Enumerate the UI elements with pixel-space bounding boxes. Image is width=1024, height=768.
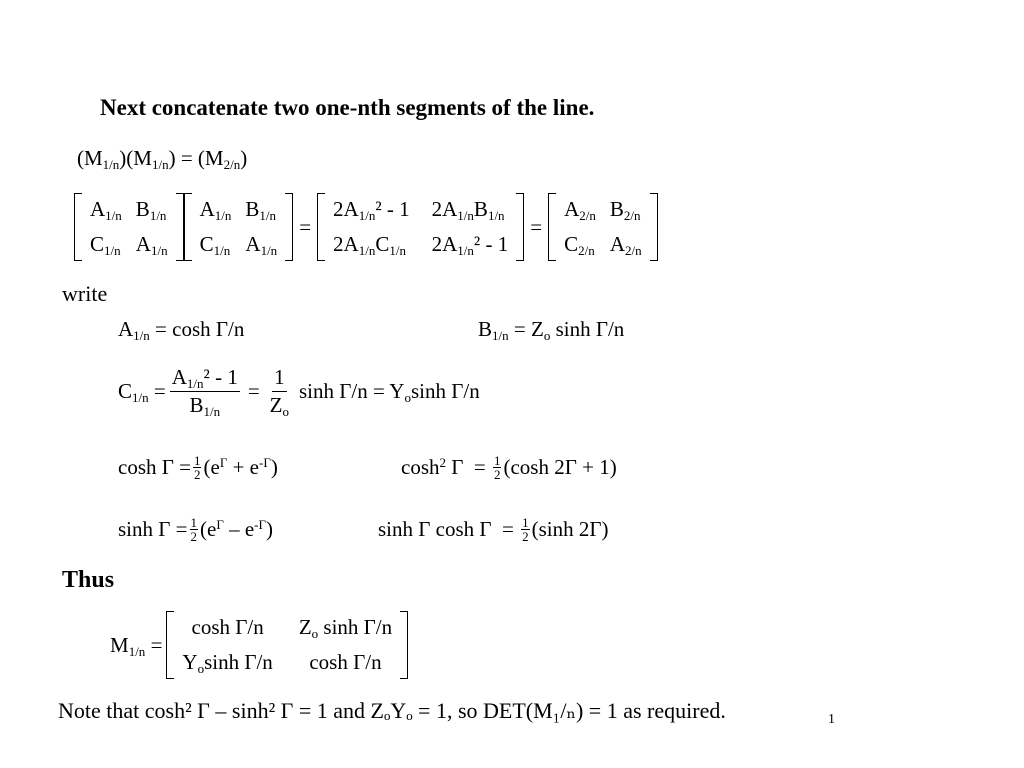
matrix-cell: $B_{2/n}$ [609,197,641,223]
matrix-product-result [317,193,524,261]
matrix-cell: $A_{1/n}$ [245,232,278,258]
equals-sign: = [530,214,543,239]
half-fraction: $\frac{1}{2}$ [193,453,201,482]
page-number: 1 [828,712,835,727]
left-bracket [317,193,325,261]
matrix-cell: cosh Γ/n [309,650,382,674]
left-bracket [548,193,556,261]
half-fraction: $\frac{1}{2}$ [522,515,529,544]
left-bracket [166,611,174,679]
transfer-matrix-definition: $M_{1/n}$ = cosh Γ/n $Z_o$ sinh Γ/n $Y_o\sinh$ Γ/n cosh Γ/n [110,611,408,679]
matrix-m1n-left [74,193,184,261]
definition-a: $A_{1/n} = \cosh \Gamma/n$ [118,317,245,343]
matrix-cell: $A_{2/n}$ [564,197,596,223]
definition-a-rhs: = cosh Γ/n [155,317,245,341]
matrix-cell: $2A_{1/n}^2 - 1$ [333,197,410,223]
left-bracket [74,193,82,261]
right-bracket [516,193,524,261]
right-bracket [285,193,293,261]
matrix-cell: $C_{1/n}$ [90,232,121,258]
subscript: 1/n [151,157,169,172]
eq1-part: ) = (M [168,146,224,170]
matrix-cell: $Z_o$ sinh Γ/n [298,615,393,641]
matrix-cell: $B_{1/n}$ [135,197,167,223]
subscript: 2/n [223,157,241,172]
fraction: $\frac{1}{Z_o}$ [269,365,289,420]
sinh-identity: sinh Γ = $\frac{1}{2}$ $(e^\Gamma - e^{-\Gamma})$ [118,515,274,544]
matrix-cell: $2A_{1/n}C_{1/n}$ [333,232,406,258]
matrix-cell: $2A_{1/n}^2 - 1$ [431,232,509,258]
eq1-part: ) [240,146,248,170]
left-bracket [184,193,192,261]
thus-label: Thus [62,567,115,593]
cosh-squared-identity: $\cosh^2 \Gamma$ = $\frac{1}{2}$ (cosh 2Γ + 1) [401,453,617,482]
matrix-cell: $Y_o\sinh$ Γ/n [182,650,273,676]
matrix-cell: $2A_{1/n}B_{1/n}$ [431,197,505,223]
slide-heading: Next concatenate two one-nth segments of the line. [100,95,595,120]
half-fraction: $\frac{1}{2}$ [190,515,197,544]
matrix-m2n [548,193,658,261]
matrix-cell: $C_{2/n}$ [564,232,595,258]
write-label: write [62,281,108,306]
right-bracket [400,611,408,679]
concatenation-equation [77,146,247,171]
matrix-product-equation [74,193,658,261]
note-text: Note that cosh² Γ – sinh² Γ = 1 and ZₒYₒ = 1, so DET(M₁/ₙ) = 1 as required. [58,698,726,723]
subscript: 1/n [102,157,120,172]
right-bracket [650,193,658,261]
matrix-cell: $A_{1/n}$ [135,232,168,258]
matrix-cell: cosh Γ/n [191,615,264,639]
cosh-identity: cosh Γ = $\frac{1}{2}$ $(e^\Gamma + e^{-\Gamma})$ [118,453,278,482]
right-bracket [176,193,184,261]
matrix-cell: $C_{1/n}$ [199,232,231,258]
sinh-cosh-identity: sinh Γ cosh Γ = $\frac{1}{2}$ (sinh 2Γ) [378,515,609,544]
eq1-part: (M [77,146,103,170]
matrix-cell: $B_{1/n}$ [245,197,277,223]
matrix-cell: $A_{1/n}$ [199,197,232,223]
definition-b: $B_{1/n} = Z_o$ sinh Γ/n [478,317,625,343]
matrix-m1n-right [184,193,294,261]
matrix-cell: $A_{1/n}$ [90,197,122,223]
equals-sign: = [299,214,312,239]
matrix-cell: $A_{2/n}$ [609,232,642,258]
definition-c: $C_{1/n}$ = $\frac{A_{1/n}^2 - 1}{B_{1/n}}$ = $\frac{1}{Z_o}$ $\sinh \Gamma/n = Y_o\sinh$ Γ/n [118,365,480,420]
fraction: $\frac{A_{1/n}^2 - 1}{B_{1/n}}$ [171,365,238,420]
half-fraction: $\frac{1}{2}$ [493,453,501,482]
matrix-m1n-final [166,611,408,679]
eq1-part: )(M [119,146,152,170]
